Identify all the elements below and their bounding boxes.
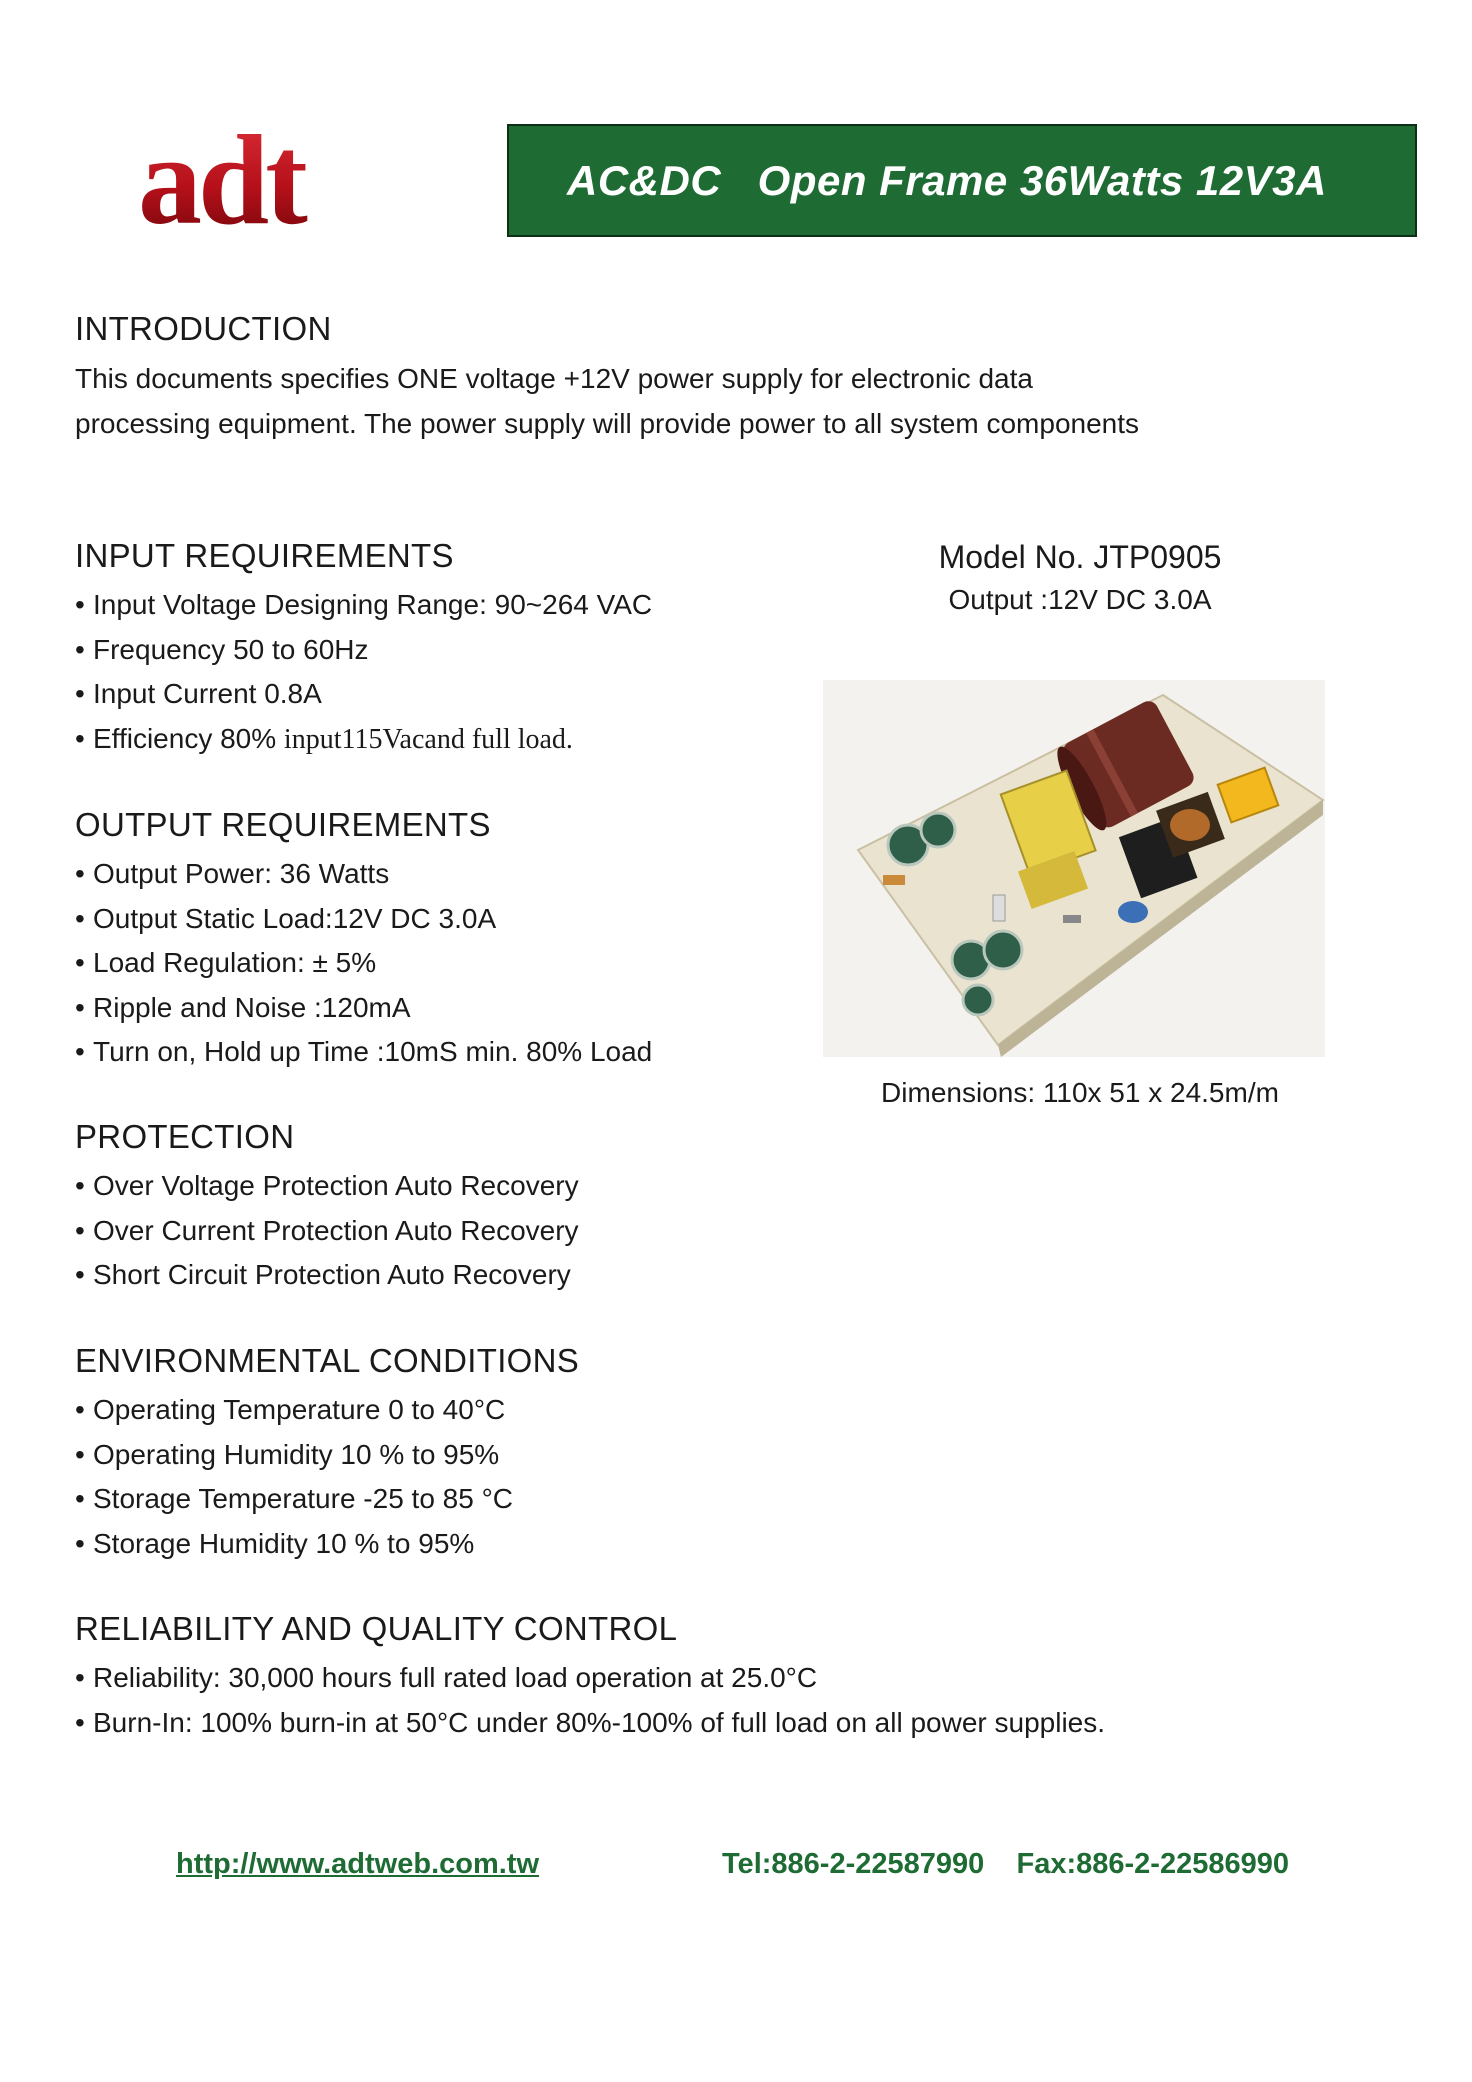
page-title: AC&DC Open Frame 36Watts 12V3A bbox=[567, 156, 1327, 204]
list-item: • Output Power: 36 Watts bbox=[75, 858, 390, 889]
protection-list bbox=[75, 1164, 579, 1298]
introduction-section bbox=[75, 310, 1139, 446]
model-number: Model No. JTP0905 bbox=[938, 539, 1222, 575]
contact-info: Tel:886-2-22587990 Fax:886-2-22586990 bbox=[722, 1848, 1289, 1880]
list-item: • Operating Temperature 0 to 40°C bbox=[75, 1394, 506, 1425]
environmental-conditions-section bbox=[75, 1342, 579, 1566]
list-item: • Efficiency 80% input115Vacand full load. bbox=[75, 722, 573, 755]
output-requirements-heading: OUTPUT REQUIREMENTS bbox=[75, 806, 491, 843]
list-item: • Over Voltage Protection Auto Recovery bbox=[75, 1170, 579, 1201]
list-item: • Output Static Load:12V DC 3.0A bbox=[75, 902, 497, 934]
list-item: • Frequency 50 to 60Hz bbox=[75, 633, 369, 665]
list-item: • Input Voltage Designing Range: 90~264 VAC bbox=[75, 589, 653, 620]
list-item: • Storage Humidity 10 % to 95% bbox=[75, 1527, 475, 1559]
model-output: Output :12V DC 3.0A bbox=[948, 584, 1212, 615]
list-item: • Reliability: 30,000 hours full rated load operation at 25.0°C bbox=[75, 1662, 818, 1693]
reliability-section bbox=[75, 1610, 1105, 1745]
logo-graphic bbox=[136, 118, 422, 240]
svg-text:adt: adt bbox=[138, 118, 304, 240]
protection-heading: PROTECTION bbox=[75, 1118, 295, 1155]
list-item: • Turn on, Hold up Time :10mS min. 80% Load bbox=[75, 1036, 653, 1067]
reliability-list bbox=[75, 1656, 1105, 1745]
list-item: • Load Regulation: ± 5% bbox=[75, 947, 377, 978]
model-info bbox=[820, 535, 1340, 621]
introduction-line-2: processing equipment. The power supply will provide power to all system components bbox=[75, 408, 1140, 439]
environmental-conditions-heading: ENVIRONMENTAL CONDITIONS bbox=[75, 1342, 580, 1379]
list-item: • Input Current 0.8A bbox=[75, 678, 322, 709]
adt-logo bbox=[136, 118, 422, 240]
reliability-heading: RELIABILITY AND QUALITY CONTROL bbox=[75, 1610, 678, 1647]
input-requirements-heading: INPUT REQUIREMENTS bbox=[75, 537, 454, 574]
list-item: • Short Circuit Protection Auto Recovery bbox=[75, 1259, 571, 1290]
protection-section bbox=[75, 1118, 579, 1298]
environmental-conditions-list bbox=[75, 1388, 579, 1566]
pcb-illustration bbox=[823, 680, 1325, 1057]
list-item: • Burn-In: 100% burn-in at 50°C under 80%-100% of full load on all power supplies. bbox=[75, 1706, 1106, 1738]
title-banner bbox=[507, 124, 1417, 237]
website-link[interactable]: http://www.adtweb.com.tw bbox=[176, 1848, 540, 1880]
output-requirements-list bbox=[75, 852, 652, 1075]
input-requirements-section bbox=[75, 537, 652, 762]
output-requirements-section bbox=[75, 806, 652, 1075]
list-item: • Operating Humidity 10 % to 95% bbox=[75, 1438, 500, 1470]
introduction-heading: INTRODUCTION bbox=[75, 310, 332, 347]
power-supply-board-photo bbox=[823, 680, 1325, 1057]
input-requirements-list bbox=[75, 583, 652, 762]
list-item: • Storage Temperature -25 to 85 °C bbox=[75, 1483, 514, 1514]
list-item: • Ripple and Noise :120mA bbox=[75, 991, 411, 1023]
introduction-line-1: This documents specifies ONE voltage +12V power supply for electronic data bbox=[75, 363, 1033, 394]
list-item: • Over Current Protection Auto Recovery bbox=[75, 1214, 579, 1246]
dimensions-text: Dimensions: 110x 51 x 24.5m/m bbox=[881, 1077, 1279, 1108]
